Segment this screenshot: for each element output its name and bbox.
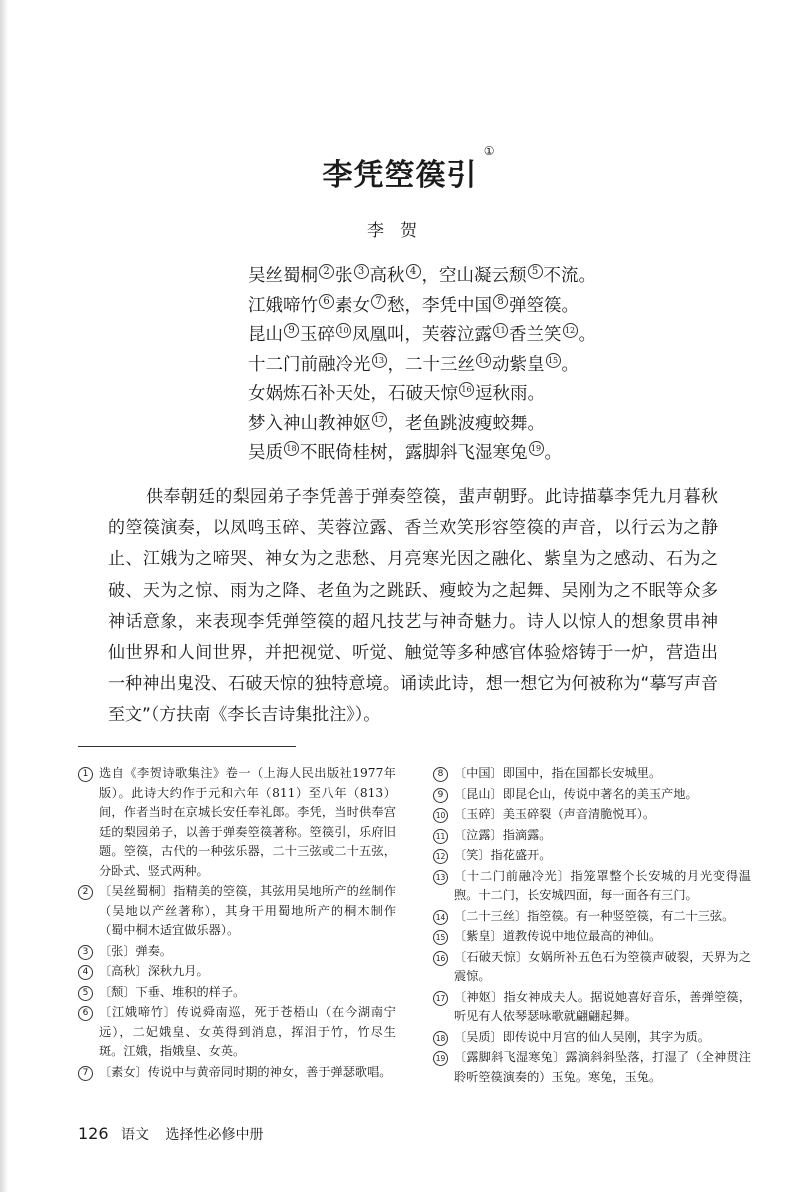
- poem-text: 吴质: [248, 443, 283, 463]
- footnote-number: 2: [78, 885, 93, 900]
- footnote-text: 〔神妪〕指女神成夫人。据说她喜好音乐，善弹箜篌，听见有人依琴瑟咏歌就翩翩起舞。: [454, 989, 751, 1023]
- footnote-marker[interactable]: 10: [336, 323, 351, 338]
- footnote-item: [78, 942, 396, 962]
- footnote-item: [433, 764, 751, 784]
- poem-text: 吴丝蜀桐: [248, 266, 318, 286]
- footnote-number: 5: [78, 986, 93, 1001]
- footnote-number: 11: [433, 829, 448, 844]
- footnote-text: 〔江娥啼竹〕传说舜南巡，死于苍梧山（在今湖南宁远），二妃娥皇、女英得到消息，挥泪于竹，竹尽生斑。江娥，指娥皇、女英。: [99, 1005, 396, 1058]
- footnote-marker[interactable]: 4: [406, 264, 421, 279]
- poem-text: 愁，李凭中国: [387, 295, 492, 316]
- footnote-item: [433, 988, 751, 1027]
- footnote-item: [433, 927, 751, 947]
- footnote-item: [78, 764, 396, 881]
- poem-text: 昆山: [248, 325, 283, 345]
- footnote-text: 〔笑〕指花盛开。: [454, 848, 552, 862]
- page-footer: [78, 1124, 263, 1144]
- poem-text: 。: [561, 354, 579, 375]
- footnote-marker[interactable]: 3: [354, 264, 369, 279]
- poem-text: 十二门前融冷光: [248, 354, 371, 375]
- footnote-item: [433, 867, 751, 906]
- poem-line: [248, 351, 608, 381]
- poem-text: 女娲炼石补天处，石破天惊: [248, 384, 458, 404]
- footnote-item: [433, 846, 751, 866]
- footnote-marker[interactable]: 12: [563, 323, 578, 338]
- footnote-text: 〔素女〕传说中与黄帝同时期的神女，善于弹瑟歌唱。: [99, 1064, 392, 1079]
- footnote-text: 〔昆山〕即昆仑山，传说中著名的美玉产地。: [454, 786, 698, 801]
- footnote-number: 13: [433, 870, 448, 885]
- poem-line: [248, 410, 608, 440]
- poem-text: 高秋: [369, 266, 405, 286]
- poem-text: 凤凰叫，芙蓉泣露: [352, 325, 492, 345]
- footnotes-right-column: [433, 764, 751, 1088]
- footnote-item: [433, 948, 751, 987]
- footnote-marker[interactable]: 9: [284, 323, 299, 338]
- footnote-text: 〔泣露〕指滴露。: [454, 827, 552, 842]
- poem-text: ，空山凝云颓: [421, 266, 527, 286]
- footnote-marker[interactable]: 14: [476, 353, 491, 368]
- footnote-marker[interactable]: 6: [319, 294, 334, 309]
- footnote-text: 〔张〕弹奏。: [99, 943, 173, 958]
- poem-text: 江娥啼竹: [248, 295, 318, 316]
- footnote-text: 〔吴质〕即传说中月宫的仙人吴刚，其字为质。: [454, 1029, 710, 1044]
- footnote-marker[interactable]: 19: [529, 441, 544, 456]
- footnote-item: [78, 962, 396, 982]
- footnote-marker[interactable]: 13: [372, 353, 387, 368]
- footnote-number: 6: [78, 1006, 93, 1021]
- footnote-item: [78, 983, 396, 1003]
- footnote-item: [433, 785, 751, 805]
- footnote-text: 〔二十三丝〕指箜篌。有一种竖箜篌，有二十三弦。: [454, 908, 735, 923]
- footnote-marker[interactable]: 5: [528, 264, 543, 279]
- footnote-number: 9: [433, 788, 448, 803]
- footnote-text: 〔颓〕下垂、堆积的样子。: [99, 984, 246, 999]
- footnote-item: [433, 1028, 751, 1048]
- poem-line: [248, 262, 608, 292]
- footnote-number: 16: [433, 951, 448, 966]
- poem-line: [248, 439, 608, 469]
- footnote-marker[interactable]: 18: [284, 441, 299, 456]
- poem-title-text: 李凭箜篌引: [322, 158, 478, 193]
- footnote-text: 〔高秋〕深秋九月。: [99, 964, 209, 978]
- footnote-number: 7: [78, 1066, 93, 1081]
- poem-text: ，二十三丝: [387, 354, 475, 375]
- footnote-item: [433, 907, 751, 927]
- poem-text: 逗秋雨。: [475, 384, 545, 404]
- poem-text: 不流。: [543, 266, 596, 286]
- footnote-marker[interactable]: 17: [372, 412, 387, 427]
- footnote-text: 〔中国〕即国中，指在国都长安城里。: [454, 766, 662, 780]
- footnote-number: 8: [433, 767, 448, 782]
- footnote-number: 17: [433, 991, 448, 1006]
- footnote-marker[interactable]: 8: [493, 294, 508, 309]
- poem-text: ，老鱼跳波瘦蛟舞。: [387, 413, 545, 434]
- footnote-divider: [78, 746, 296, 747]
- page-number: 126: [78, 1124, 109, 1143]
- footnote-marker[interactable]: 7: [371, 294, 386, 309]
- footnote-item: [433, 1048, 751, 1087]
- poem-text: 弹箜篌。: [509, 295, 579, 316]
- footnote-item: [78, 882, 396, 941]
- poem-text: 香兰笑: [509, 325, 562, 345]
- footnote-number: 19: [433, 1051, 448, 1066]
- footnotes-left-column: [78, 764, 396, 1083]
- footnote-number: 18: [433, 1031, 448, 1046]
- poem-line: [248, 380, 608, 410]
- poem-title: [322, 144, 496, 194]
- footnote-text: 〔露脚斜飞湿寒兔〕露滴斜斜坠落，打湿了（全神贯注聆听箜篌演奏的）玉兔。寒兔，玉兔。: [454, 1050, 751, 1084]
- footnote-number: 14: [433, 910, 448, 925]
- poem-text: 张: [335, 266, 353, 286]
- footnote-text: 〔十二门前融冷光〕指笼罩整个长安城的月光变得温煦。十二门，长安城四面，每一面各有三门。: [454, 868, 751, 902]
- footnote-item: [433, 805, 751, 825]
- poem-text: 。: [578, 325, 596, 345]
- poem-line: [248, 292, 608, 322]
- footnote-text: 〔紫皇〕道教传说中地位最高的神仙。: [454, 929, 662, 943]
- footnote-number: 1: [78, 767, 93, 782]
- poem-line: [248, 321, 608, 351]
- title-footnote-marker[interactable]: ①: [483, 144, 496, 158]
- footnote-text: 〔石破天惊〕女娲所补五色石为箜篌声破裂，天界为之震惊。: [454, 949, 751, 983]
- footer-book-title: 选择性必修中册: [165, 1127, 264, 1143]
- footnote-number: 10: [433, 808, 448, 823]
- footnote-item: [78, 1063, 396, 1083]
- footnote-marker[interactable]: 2: [319, 264, 334, 279]
- footnote-text: 〔玉碎〕美玉碎裂（声音清脆悦耳）。: [454, 807, 656, 821]
- footnote-marker[interactable]: 16: [459, 382, 474, 397]
- poem-body: [248, 262, 608, 469]
- footnote-item: [78, 1003, 396, 1062]
- title-block: [0, 144, 800, 194]
- footer-subject: 语文: [121, 1127, 149, 1143]
- footnote-text: 〔吴丝蜀桐〕指精美的箜篌，其弦用吴地所产的丝制作（吴地以产丝著称），其身干用蜀地所产的桐木制作（蜀中桐木适宜做乐器）。: [99, 884, 396, 937]
- footnote-item: [433, 826, 751, 846]
- poem-text: 梦入神山教神妪: [248, 413, 371, 434]
- footnote-number: 12: [433, 849, 448, 864]
- commentary-paragraph: 供奉朝廷的梨园弟子李凭善于弹奏箜篌，蜚声朝野。此诗描摹李凭九月暮秋的箜篌演奏，以凤鸣玉碎、芙蓉泣露、香兰欢笑形容箜篌的声音，以行云为之静止、江娥为之啼哭、神女为之悲愁、月亮寒光因之融化、紫皇为之感动、石为之破、天为之惊、雨为之降、老鱼为之跳跃、瘦蛟为之起舞、吴刚为之不眠等众多神话意象，来表现李凭弹箜篌的超凡技艺与神奇魅力。诗人以惊人的想象贯串神仙世界和人间世界，并把视觉、听觉、触觉等多种感官体验熔铸于一炉，营造出一种神出鬼没、石破天惊的独特意境。诵读此诗，想一想它为何被称为“摹写声音至文”（方扶南《李长吉诗集批注》）。: [108, 487, 718, 726]
- footnote-number: 4: [78, 965, 93, 980]
- footnote-number: 15: [433, 930, 448, 945]
- footnote-marker[interactable]: 11: [493, 323, 508, 338]
- footnote-marker[interactable]: 15: [546, 353, 561, 368]
- footnote-text: 选自《李贺诗歌集注》卷一（上海人民出版社1977年版）。此诗大约作于元和六年（811）至八年（813）间，作者当时在京城长安任奉礼郎。李凭，当时供奉宫廷的梨园弟子，以善于弹奏箜篌著称。箜篌引，乐府旧题。箜篌，古代的一种弦乐器，二十三弦或二十五弦，分卧式、竖式两种。: [99, 766, 396, 878]
- poem-text: 素女: [335, 295, 370, 316]
- poem-text: 玉碎: [300, 325, 335, 345]
- poem-text: 。: [544, 443, 562, 463]
- poem-author: 李贺: [367, 221, 433, 241]
- poem-text: 动紫皇: [492, 354, 545, 375]
- footnote-number: 3: [78, 945, 93, 960]
- poem-text: 不眠倚桂树，露脚斜飞湿寒兔: [300, 443, 528, 463]
